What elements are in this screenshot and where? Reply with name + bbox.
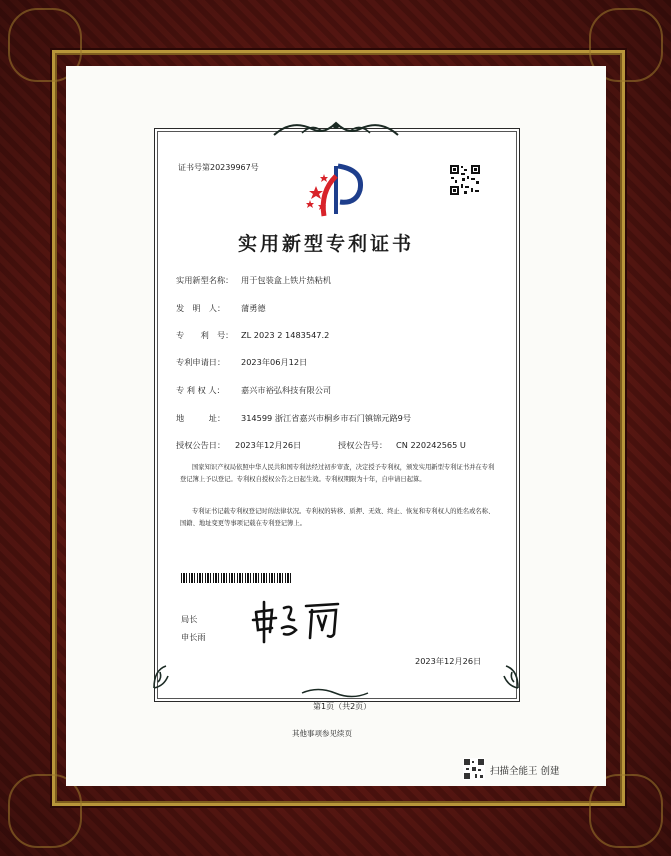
filing-date-label: 专利申请日： xyxy=(176,357,226,367)
address-value: 314599 浙江省嘉兴市桐乡市石门镇锦元路9号 xyxy=(241,413,412,423)
patentee-value: 嘉兴市裕弘科技有限公司 xyxy=(241,385,332,395)
grant-date-label: 授权公告日： xyxy=(176,440,226,450)
certificate-number: 证书号第20239967号 xyxy=(178,163,259,172)
corner-ornament-icon xyxy=(150,660,180,690)
corner-ornament-icon xyxy=(492,660,522,690)
bottom-ornament-icon xyxy=(300,686,370,700)
filing-date-value: 2023年06月12日 xyxy=(241,357,308,367)
grant-statement-paragraph: 国家知识产权局依照中华人民共和国专利法经过初步审查，决定授予专利权，颁发实用新型专利证书并在专利登记簿上予以登记。专利权自授权公告之日起生效。专利权期限为十年，自申请日起算。 xyxy=(180,464,495,483)
address-label: 地 址： xyxy=(176,413,226,423)
page-indicator: 第1页（共2页） xyxy=(313,702,372,711)
scanner-app-watermark: 扫描全能王 创建 xyxy=(490,766,560,777)
director-title: 局长 xyxy=(181,614,198,624)
inventor-label: 发 明 人： xyxy=(176,303,226,313)
continuation-note: 其他事项参见续页 xyxy=(292,729,352,738)
cnipa-logo-icon xyxy=(306,162,368,220)
grant-number-value: CN 220242565 U xyxy=(396,440,466,450)
scanner-qr-icon xyxy=(463,758,485,780)
grant-number-label: 授权公告号： xyxy=(338,440,388,450)
qr-code-icon xyxy=(449,164,481,196)
utility-model-name-label: 实用新型名称： xyxy=(176,275,234,285)
signing-date: 2023年12月26日 xyxy=(415,656,482,666)
barcode xyxy=(181,573,293,583)
top-ornament-icon xyxy=(272,117,400,139)
utility-model-name-value: 用于包装盒上铁片热粘机 xyxy=(241,275,332,285)
grant-date-value: 2023年12月26日 xyxy=(235,440,302,450)
patent-number-label: 专 利 号： xyxy=(176,330,234,340)
patent-number-value: ZL 2023 2 1483547.2 xyxy=(241,330,330,340)
page-title: 实用新型专利证书 xyxy=(238,233,415,255)
inventor-value: 蒲勇德 xyxy=(241,303,266,313)
director-signature xyxy=(250,598,342,644)
legal-status-paragraph: 专利证书记载专利权登记时的法律状况。专利权的转移、质押、无效、终止、恢复和专利权人的姓名或名称、国籍、地址变更等事项记载在专利登记簿上。 xyxy=(180,508,495,527)
patentee-label: 专 利 权 人： xyxy=(176,385,225,395)
director-name: 申长雨 xyxy=(181,632,206,642)
